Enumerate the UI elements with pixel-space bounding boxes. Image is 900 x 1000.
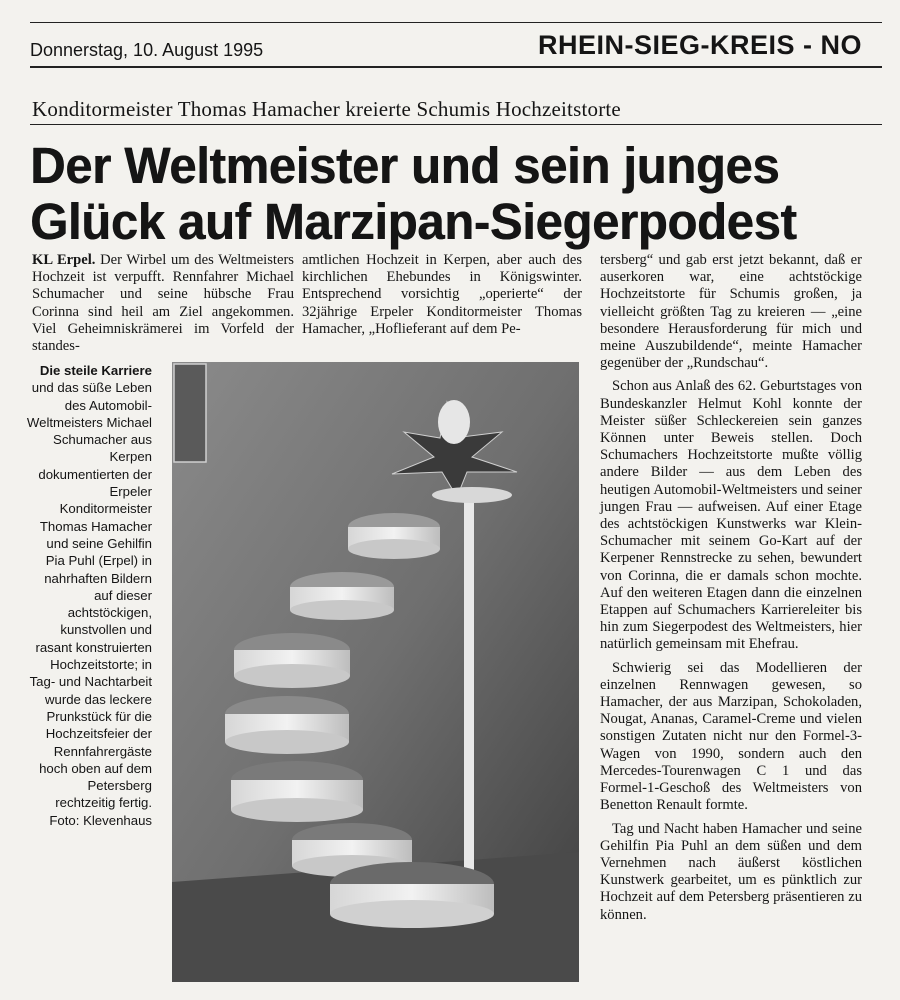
column-1-text: Der Wirbel um des Weltmeisters Hochzeit ist verpufft. Rennfahrer Michael Schumacher und seine hübsche Frau Corinna sind heil am Ziel angekommen. Viel Geheimniskrämerei im Vorfeld der standes- xyxy=(32,252,294,355)
caption-lead: Die steile Karriere xyxy=(39,363,152,378)
wedding-cake-photo xyxy=(172,362,579,982)
photo-caption xyxy=(24,362,152,829)
article-kicker: Konditormeister Thomas Hamacher kreierte Schumis Hochzeitstorte xyxy=(32,97,621,121)
headline-line-2: Glück auf Marzipan-Siegerpodest xyxy=(30,193,797,250)
stand-pole xyxy=(464,492,474,882)
photo-credit: Foto: Klevenhaus xyxy=(49,812,152,828)
article-column-3 xyxy=(600,252,862,924)
section-title: RHEIN-SIEG-KREIS - NO xyxy=(538,30,863,60)
column-3-paragraph-2: Schon aus Anlaß des 62. Geburtstages von Bundeskanzler Helmut Kohl konnte der Meister süßer Schleckereien sein ganzes Können unter Beweis stellen. Doch Schumachers Hochzeitstorte mußte völlig andere Bilder — aus dem Leben des heutigen Automobil-Weltmeisters und seiner jungen Frau — aufweisen. Auf einer Etage des achtstöckigen Kunstwerks war Klein-Schumacher mit seinem Go-Kart auf der Kerpener Rennstrecke zu sehen, bewundert von Corinna, die er damals schon mochte. Auf den weiteren Etagen dann die einzelnen Etappen auf Schumachers Karriereleiter bis hin zum Siegerpodest des Weltmeisters, hier natürlich gemeinsam mit Ehefrau. xyxy=(600,378,862,653)
headline-line-1: Der Weltmeister und sein junges xyxy=(30,137,780,194)
column-2-text: amtlichen Hochzeit in Kerpen, aber auch des kirchlichen Ehebundes in Königswinter. Entsprechend vorsichtig „operierte“ der 32jährige Erpeler Konditormeister Thomas Hamacher, „Hoflieferant auf dem Pe- xyxy=(302,252,582,337)
kicker-rule xyxy=(30,124,882,125)
column-3-paragraph-1: tersberg“ und gab erst jetzt bekannt, daß er auserkoren war, eine achtstöckige Hochzeitstorte für Schumis großen, ja vielleicht größten Tag zu kreieren — „eine besondere Herausforderung für mich und meine Auszubildende“, meinte Hamacher gegenüber der „Rundschau“. xyxy=(600,252,862,372)
masthead-rule xyxy=(30,66,882,68)
article-column-2 xyxy=(302,252,582,338)
top-rule xyxy=(30,22,882,23)
issue-date: Donnerstag, 10. August 1995 xyxy=(30,40,264,60)
wall-picture xyxy=(174,364,206,462)
column-3-paragraph-3: Schwierig sei das Modellieren der einzelnen Rennwagen gewesen, so Hamacher, der aus Marzipan, Schokoladen, Nougat, Ananas, Caramel-Creme und vielen sonstigen Zutaten nicht nur den Formel-3-Wagen von 1990, sondern auch den Mercedes-Tourenwagen C 1 und das Formel-1-Geschoß des Weltmeisters von Benetton Renault formte. xyxy=(600,659,862,814)
article-column-1 xyxy=(32,252,294,355)
column-3-paragraph-4: Tag und Nacht haben Hamacher und seine Gehilfin Pia Puhl an dem süßen und dem Vernehmen nach äußerst köstlichen Kunstwerk gearbeitet, um es pünktlich zur Hochzeit auf dem Petersberg präsentieren zu können. xyxy=(600,820,862,923)
dateline: KL Erpel. xyxy=(32,252,96,268)
caption-text: und das süße Leben des Automobil-Weltmeisters Michael Schumacher aus Kerpen dokumentierten der Erpeler Konditormeister Thomas Hamacher und seine Gehilfin Pia Puhl (Erpel) in nahrhaften Bildern auf dieser achtstöckigen, kunstvollen und rasant konstruierten Hochzeitstorte; in Tag- und Nachtarbeit wurde das leckere Prunkstück für die Hochzeitsfeier der Rennfahrergäste hoch oben auf dem Petersberg rechtzeitig fertig. xyxy=(26,380,152,811)
